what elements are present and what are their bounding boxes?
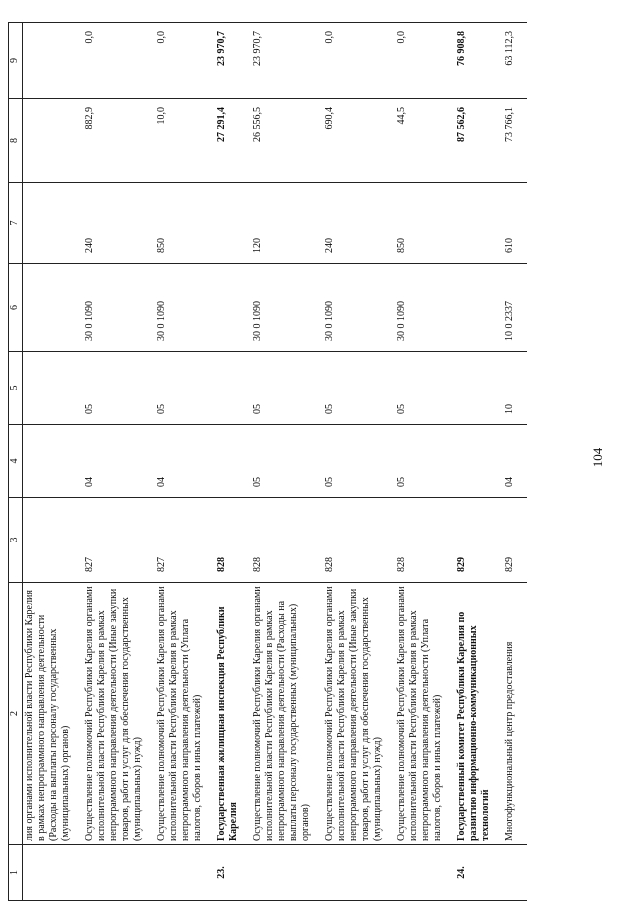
- spacer-cell: [445, 352, 455, 425]
- amount-year-1: [23, 99, 74, 183]
- row-name: Осуществление полномочий Республики Карелия органами исполнительной власти Республики Карелия в рамках непрограммного направления деятельности (Расходы на выплаты персоналу государственных (муниципальных) органов): [251, 583, 313, 845]
- spacer-cell: [385, 99, 395, 183]
- section-code: 05: [323, 425, 385, 498]
- admin-code: 828: [215, 498, 241, 583]
- column-header: 1: [9, 845, 23, 901]
- subsection-code: 05: [395, 352, 445, 425]
- spacer-cell: [145, 183, 155, 264]
- spacer-cell: [145, 845, 155, 901]
- spacer-cell: [517, 23, 527, 99]
- amount-year-1: 690,4: [323, 99, 385, 183]
- target-article-code: 10 0 2337: [503, 264, 517, 352]
- row-name: Осуществление полномочий Республики Карелия органами исполнительной власти Республики Карелия в рамках непрограммного направления деятельности (Уплата налогов, сборов и иных платежей): [395, 583, 445, 845]
- column-header: 5: [9, 352, 23, 425]
- amount-year-2: 76 908,8: [455, 23, 493, 99]
- amount-year-1: 87 562,6: [455, 99, 493, 183]
- spacer-cell: [517, 845, 527, 901]
- spacer-cell: [445, 498, 455, 583]
- spacer-cell: [145, 583, 155, 845]
- row-name: Многофункциональный центр предоставления: [503, 583, 517, 845]
- spacer-cell: [493, 99, 503, 183]
- expense-type-code: 240: [83, 183, 145, 264]
- admin-code: 828: [395, 498, 445, 583]
- column-header: 6: [9, 264, 23, 352]
- spacer-cell: [241, 425, 251, 498]
- admin-code: 829: [503, 498, 517, 583]
- row-spacer: [73, 23, 83, 901]
- amount-year-2: 0,0: [395, 23, 445, 99]
- section-code: [23, 425, 74, 498]
- row-name: Государственный комитет Республики Карелия по развитию информационно-коммуникационных технологий: [455, 583, 493, 845]
- spacer-cell: [313, 845, 323, 901]
- spacer-cell: [445, 425, 455, 498]
- row-index: [155, 845, 205, 901]
- subsection-code: [215, 352, 241, 425]
- header-row: [9, 23, 23, 901]
- spacer-cell: [241, 264, 251, 352]
- column-header: 4: [9, 425, 23, 498]
- table-row: [251, 23, 313, 901]
- spacer-cell: [493, 845, 503, 901]
- spacer-cell: [73, 99, 83, 183]
- spacer-cell: [205, 183, 215, 264]
- spacer-cell: [241, 352, 251, 425]
- page-number: 104: [590, 447, 605, 468]
- target-article-code: [455, 264, 493, 352]
- column-header: 9: [9, 23, 23, 99]
- spacer-cell: [313, 99, 323, 183]
- row-index: [23, 845, 74, 901]
- row-spacer: [385, 23, 395, 901]
- spacer-cell: [313, 23, 323, 99]
- row-index: [83, 845, 145, 901]
- table-row: [323, 23, 385, 901]
- spacer-cell: [493, 583, 503, 845]
- spacer-cell: [73, 583, 83, 845]
- spacer-cell: [385, 264, 395, 352]
- target-article-code: [23, 264, 74, 352]
- spacer-cell: [241, 498, 251, 583]
- spacer-cell: [205, 583, 215, 845]
- subsection-code: [455, 352, 493, 425]
- spacer-cell: [73, 183, 83, 264]
- row-name: Государственная жилищная инспекция Республики Карелия: [215, 583, 241, 845]
- section-code: [455, 425, 493, 498]
- spacer-cell: [385, 23, 395, 99]
- row-name: Осуществление полномочий Республики Карелия органами исполнительной власти Республики Карелия в рамках непрограммного направления деятельности (Иные закупки товаров, работ и услуг для обеспечения государственных (муниципальных) нужд): [323, 583, 385, 845]
- spacer-cell: [493, 352, 503, 425]
- spacer-cell: [313, 352, 323, 425]
- spacer-cell: [205, 845, 215, 901]
- target-article-code: 30 0 1090: [83, 264, 145, 352]
- spacer-cell: [73, 264, 83, 352]
- amount-year-2: 0,0: [323, 23, 385, 99]
- spacer-cell: [145, 352, 155, 425]
- spacer-cell: [145, 425, 155, 498]
- spacer-cell: [205, 99, 215, 183]
- spacer-cell: [445, 99, 455, 183]
- table-row: [503, 23, 517, 901]
- spacer-cell: [73, 498, 83, 583]
- spacer-cell: [517, 352, 527, 425]
- amount-year-2: 0,0: [155, 23, 205, 99]
- row-spacer: [517, 23, 527, 901]
- target-article-code: 30 0 1090: [155, 264, 205, 352]
- expense-type-code: [23, 183, 74, 264]
- amount-year-1: 882,9: [83, 99, 145, 183]
- spacer-cell: [517, 264, 527, 352]
- subsection-code: 05: [251, 352, 313, 425]
- expense-type-code: [455, 183, 493, 264]
- section-code: 05: [251, 425, 313, 498]
- spacer-cell: [493, 183, 503, 264]
- row-spacer: [313, 23, 323, 901]
- spacer-cell: [385, 845, 395, 901]
- row-spacer: [445, 23, 455, 901]
- column-header: 7: [9, 183, 23, 264]
- table-row: [155, 23, 205, 901]
- row-spacer: [493, 23, 503, 901]
- row-name: лия органами исполнительной власти Республики Карелия в рамках непрограммного направления деятельности (Расходы на выплаты персоналу государственных (муниципальных) органов): [23, 583, 74, 845]
- spacer-cell: [145, 99, 155, 183]
- section-code: 04: [83, 425, 145, 498]
- expense-type-code: [215, 183, 241, 264]
- spacer-cell: [241, 183, 251, 264]
- row-index: 23.: [215, 845, 241, 901]
- target-article-code: 30 0 1090: [395, 264, 445, 352]
- spacer-cell: [313, 498, 323, 583]
- spacer-cell: [205, 23, 215, 99]
- amount-year-1: 27 291,4: [215, 99, 241, 183]
- spacer-cell: [145, 498, 155, 583]
- amount-year-2: 23 970,7: [251, 23, 313, 99]
- row-name: Осуществление полномочий Республики Карелия органами исполнительной власти Республики Карелия в рамках непрограммного направления деятельности (Уплата налогов, сборов и иных платежей): [155, 583, 205, 845]
- spacer-cell: [385, 425, 395, 498]
- expense-type-code: 610: [503, 183, 517, 264]
- admin-code: 827: [155, 498, 205, 583]
- spacer-cell: [493, 498, 503, 583]
- spacer-cell: [445, 845, 455, 901]
- amount-year-2: 23 970,7: [215, 23, 241, 99]
- spacer-cell: [385, 352, 395, 425]
- spacer-cell: [445, 183, 455, 264]
- spacer-cell: [493, 425, 503, 498]
- row-spacer: [145, 23, 155, 901]
- target-article-code: 30 0 1090: [251, 264, 313, 352]
- row-index: [251, 845, 313, 901]
- table-row: [23, 23, 74, 901]
- admin-code: 828: [323, 498, 385, 583]
- table-row: [455, 23, 493, 901]
- column-header: 8: [9, 99, 23, 183]
- spacer-cell: [517, 425, 527, 498]
- section-code: [215, 425, 241, 498]
- section-code: 04: [503, 425, 517, 498]
- spacer-cell: [313, 264, 323, 352]
- admin-code: [23, 498, 74, 583]
- target-article-code: [215, 264, 241, 352]
- spacer-cell: [313, 583, 323, 845]
- spacer-cell: [241, 583, 251, 845]
- spacer-cell: [313, 425, 323, 498]
- spacer-cell: [205, 352, 215, 425]
- spacer-cell: [517, 583, 527, 845]
- rotated-content: [0, 10, 640, 905]
- spacer-cell: [241, 99, 251, 183]
- row-index: [323, 845, 385, 901]
- expense-type-code: 120: [251, 183, 313, 264]
- expense-type-code: 850: [395, 183, 445, 264]
- amount-year-1: 26 556,5: [251, 99, 313, 183]
- subsection-code: [23, 352, 74, 425]
- table-row: [83, 23, 145, 901]
- spacer-cell: [205, 264, 215, 352]
- section-code: 05: [395, 425, 445, 498]
- admin-code: 827: [83, 498, 145, 583]
- amount-year-2: 0,0: [83, 23, 145, 99]
- spacer-cell: [445, 23, 455, 99]
- spacer-cell: [145, 23, 155, 99]
- spacer-cell: [385, 583, 395, 845]
- row-name: Осуществление полномочий Республики Карелия органами исполнительной власти Республики Карелия в рамках непрограммного направления деятельности (Иные закупки товаров, работ и услуг для обеспечения государственных (муниципальных) нужд): [83, 583, 145, 845]
- column-header: 3: [9, 498, 23, 583]
- table-row: [395, 23, 445, 901]
- target-article-code: 30 0 1090: [323, 264, 385, 352]
- spacer-cell: [73, 23, 83, 99]
- subsection-code: 10: [503, 352, 517, 425]
- subsection-code: 05: [323, 352, 385, 425]
- subsection-code: 05: [155, 352, 205, 425]
- spacer-cell: [385, 183, 395, 264]
- spacer-cell: [517, 183, 527, 264]
- spacer-cell: [517, 498, 527, 583]
- amount-year-1: 44,5: [395, 99, 445, 183]
- amount-year-1: 73 766,1: [503, 99, 517, 183]
- spacer-cell: [445, 264, 455, 352]
- spacer-cell: [205, 425, 215, 498]
- expense-type-code: 240: [323, 183, 385, 264]
- amount-year-2: 63 112,3: [503, 23, 517, 99]
- admin-code: 829: [455, 498, 493, 583]
- amount-year-1: 10,0: [155, 99, 205, 183]
- spacer-cell: [493, 264, 503, 352]
- admin-code: 828: [251, 498, 313, 583]
- spacer-cell: [73, 352, 83, 425]
- spacer-cell: [445, 583, 455, 845]
- table-body: [9, 23, 528, 901]
- row-index: [395, 845, 445, 901]
- spacer-cell: [241, 845, 251, 901]
- spacer-cell: [241, 23, 251, 99]
- section-code: 04: [155, 425, 205, 498]
- row-spacer: [205, 23, 215, 901]
- spacer-cell: [517, 99, 527, 183]
- amount-year-2: [23, 23, 74, 99]
- spacer-cell: [385, 498, 395, 583]
- table-row: [215, 23, 241, 901]
- spacer-cell: [313, 183, 323, 264]
- subsection-code: 05: [83, 352, 145, 425]
- row-index: [503, 845, 517, 901]
- spacer-cell: [493, 23, 503, 99]
- spacer-cell: [205, 498, 215, 583]
- spacer-cell: [73, 845, 83, 901]
- spacer-cell: [145, 264, 155, 352]
- column-header: 2: [9, 583, 23, 845]
- row-index: 24.: [455, 845, 493, 901]
- row-spacer: [241, 23, 251, 901]
- spacer-cell: [73, 425, 83, 498]
- expense-type-code: 850: [155, 183, 205, 264]
- budget-table: [8, 22, 527, 901]
